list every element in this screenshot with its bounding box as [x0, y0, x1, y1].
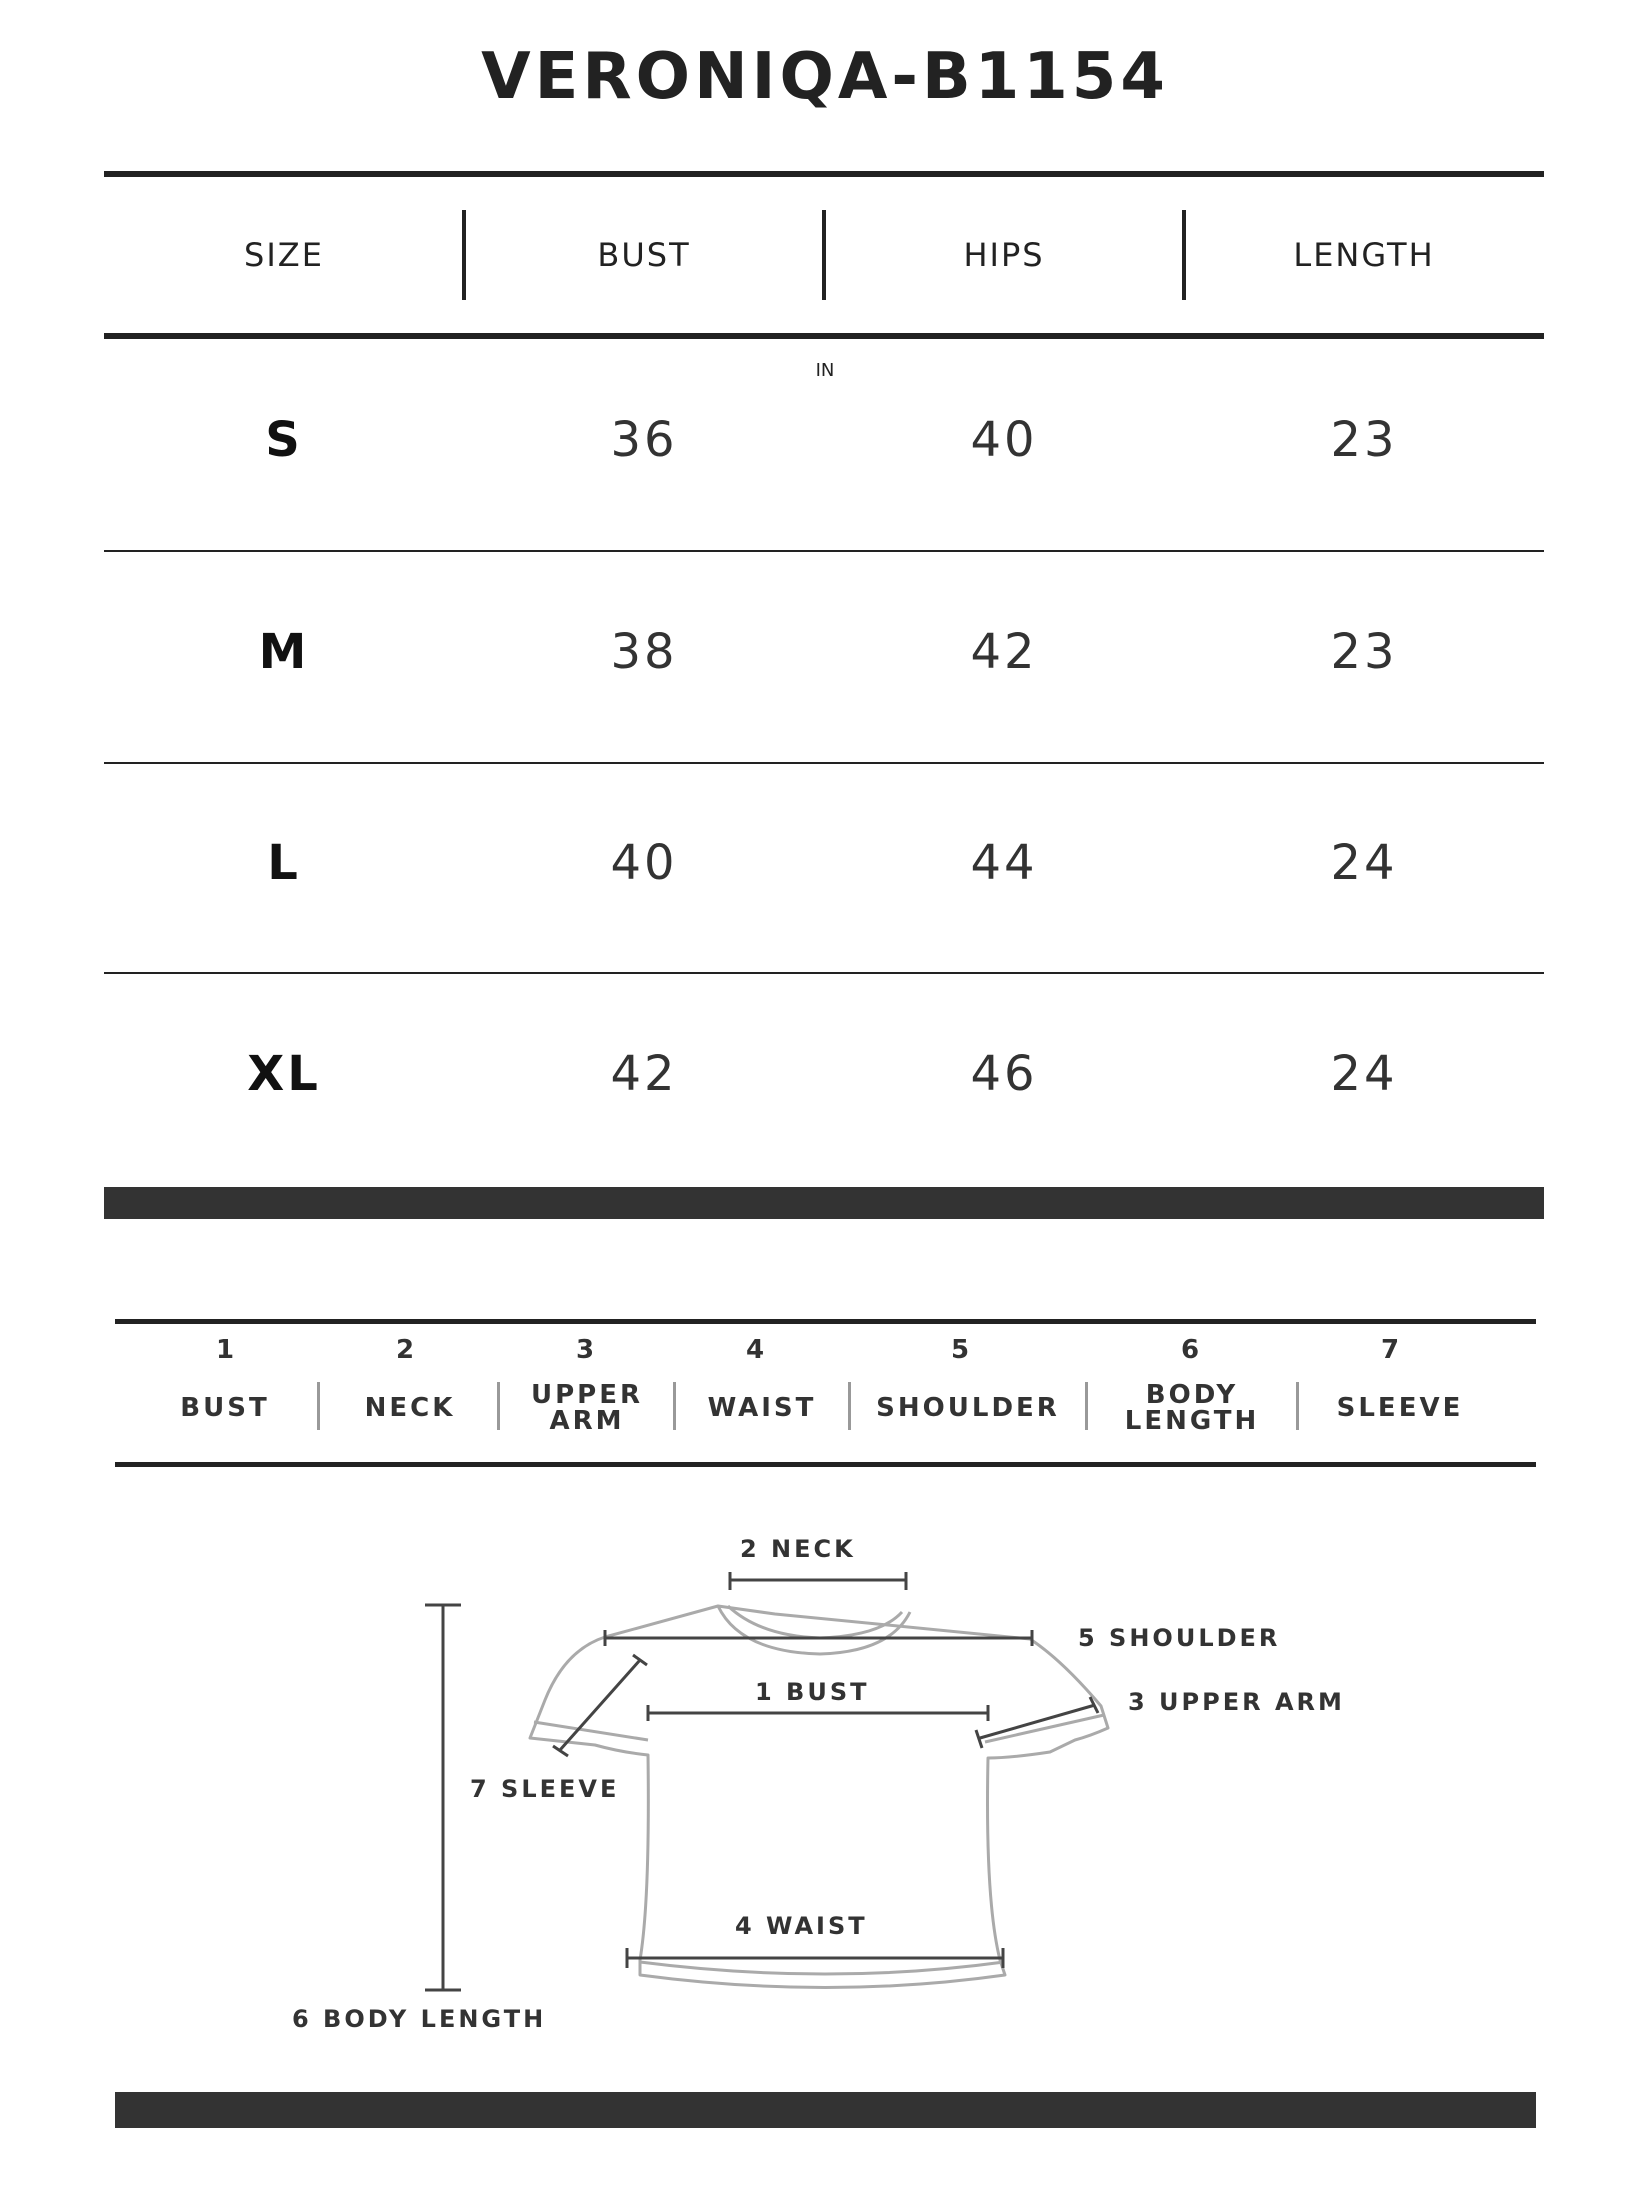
length-cell: 24: [1330, 835, 1398, 891]
hips-cell: 40: [970, 412, 1038, 468]
header-hips: HIPS: [963, 236, 1045, 274]
bust-label: 1 BUST: [755, 1678, 870, 1706]
length-cell: 23: [1330, 624, 1398, 680]
key-label: BUST: [180, 1393, 270, 1423]
neck-label: 2 NECK: [740, 1535, 856, 1563]
waist-label: 4 WAIST: [735, 1912, 868, 1940]
key-label: WAIST: [707, 1393, 817, 1423]
unit-label: IN: [815, 360, 835, 381]
key-number: 6: [1180, 1335, 1200, 1365]
size-cell: XL: [247, 1046, 321, 1102]
bust-cell: 42: [610, 1046, 678, 1102]
key-label: SLEEVE: [1336, 1393, 1464, 1423]
header-bust: BUST: [597, 236, 691, 274]
key-label: NECK: [364, 1393, 456, 1423]
shoulder-label: 5 SHOULDER: [1078, 1624, 1281, 1652]
footer-bar: [115, 2092, 1536, 2128]
bust-cell: 36: [610, 412, 678, 468]
sleeve-label: 7 SLEEVE: [470, 1775, 620, 1803]
key-number: 3: [575, 1335, 595, 1365]
sleeve-hem-left: [534, 1722, 648, 1740]
key-number: 4: [745, 1335, 765, 1365]
bust-cell: 38: [610, 624, 678, 680]
upper-arm-label: 3 UPPER ARM: [1128, 1688, 1345, 1716]
length-cell: 24: [1330, 1046, 1398, 1102]
size-cell: S: [265, 412, 303, 468]
header-length: LENGTH: [1293, 236, 1435, 274]
key-number: 7: [1380, 1335, 1400, 1365]
size-cell: M: [258, 624, 310, 680]
hips-cell: 44: [970, 835, 1038, 891]
key-number: 2: [395, 1335, 415, 1365]
key-number: 1: [215, 1335, 235, 1365]
tshirt-hem: [640, 1962, 1004, 1974]
body-length-label: 6 BODY LENGTH: [292, 2005, 547, 2033]
hips-cell: 42: [970, 624, 1038, 680]
hips-cell: 46: [970, 1046, 1038, 1102]
size-cell: L: [267, 835, 301, 891]
chart-title: VERONIQA-B1154: [481, 40, 1169, 114]
length-cell: 23: [1330, 412, 1398, 468]
tshirt-neckline: [718, 1606, 910, 1654]
key-label: BODY LENGTH: [1124, 1380, 1260, 1436]
key-number: 5: [950, 1335, 970, 1365]
bust-cell: 40: [610, 835, 678, 891]
key-label: SHOULDER: [876, 1393, 1060, 1423]
key-label: UPPER ARM: [530, 1380, 643, 1436]
header-size: SIZE: [244, 236, 324, 274]
